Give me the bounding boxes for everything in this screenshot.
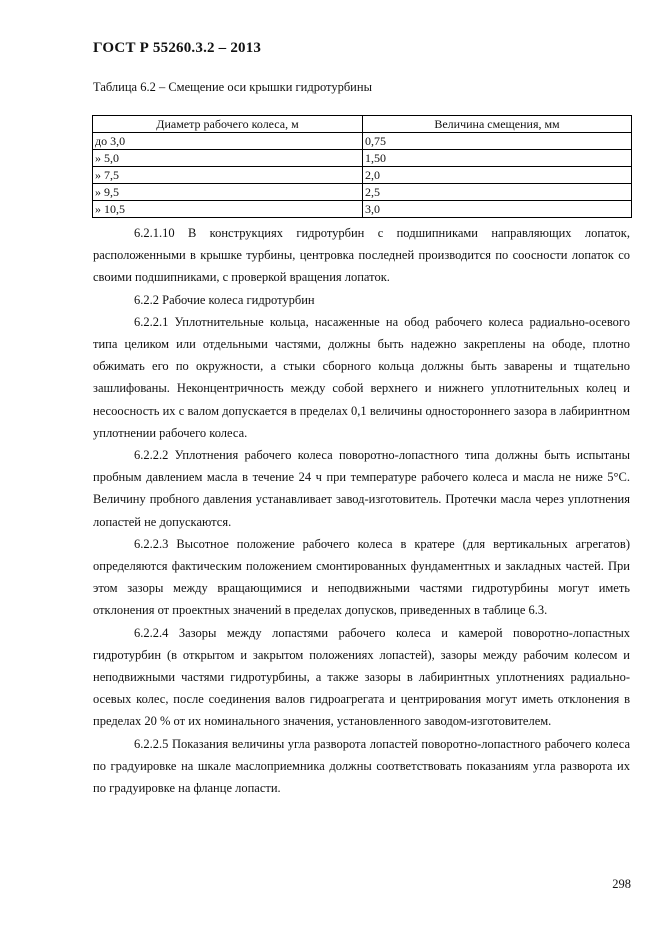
table-row <box>93 133 632 150</box>
table-row <box>93 184 632 201</box>
paragraph-6-2-2-1: 6.2.2.1 Уплотнительные кольца, насаженные на обод рабочего колеса радиально-осевого типа целиком или отдельными частями, должны быть надежно закреплены на ободе, плотно обжимать его по окружности, а стыки сборного кольца должны быть заварены и тщательно зашлифованы. Неконцентричность между собой верхнего и нижнего уплотнительных колец и несоосность их с валом допускается в пределах 0,1 величины одностороннего зазора в лабиринтном уплотнении рабочего колеса. <box>93 314 630 440</box>
column-header-offset: Величина смещения, мм <box>363 116 632 133</box>
table-caption: Таблица 6.2 – Смещение оси крышки гидротурбины <box>93 80 372 94</box>
offset-table <box>92 115 632 218</box>
offset-cell: 2,0 <box>363 167 632 184</box>
offset-cell: 0,75 <box>363 133 632 150</box>
section-heading-6-2-2: 6.2.2 Рабочие колеса гидротурбин <box>134 292 315 307</box>
body-text <box>93 222 630 799</box>
offset-cell: 2,5 <box>363 184 632 201</box>
table-row <box>93 167 632 184</box>
table-header-row <box>93 116 632 133</box>
paragraph-6-2-2-3: 6.2.2.3 Высотное положение рабочего колеса в кратере (для вертикальных агрегатов) определяются фактическим положением смонтированных фундаментных и закладных частей. При этом зазоры между вращающимися и неподвижными частями гидротурбины могут иметь отклонения от проектных значений в пределах допусков, приведенных в таблице 6.3. <box>93 536 630 618</box>
table-row <box>93 201 632 218</box>
document-header: ГОСТ Р 55260.3.2 – 2013 <box>93 40 262 56</box>
page-number: 298 <box>612 877 631 891</box>
paragraph-6-2-2-2: 6.2.2.2 Уплотнения рабочего колеса поворотно-лопастного типа должны быть испытаны пробным давлением масла в течение 24 ч при температуре рабочего колеса и масла не ниже 5°С. Величину пробного давления устанавливает завод-изготовитель. Протечки масла через уплотнения лопастей не допускаются. <box>93 448 630 529</box>
offset-cell: 1,50 <box>363 150 632 167</box>
diameter-cell: до 3,0 <box>93 133 363 150</box>
paragraph-6-2-2-5: 6.2.2.5 Показания величины угла разворота лопастей поворотно-лопастного рабочего колеса по градуировке на шкале маслоприемника должны соответствовать показаниям угла разворота их по градуировке на фланце лопасти. <box>93 736 630 796</box>
diameter-cell: » 7,5 <box>93 167 363 184</box>
paragraph-6-2-2-4: 6.2.2.4 Зазоры между лопастями рабочего колеса и камерой поворотно-лопастных гидротурбин (в открытом и закрытом положениях лопастей), зазоры между рабочим колесом и неподвижными частями гидротурбины, а также зазоры в лабиринтных уплотнениях радиально-осевых колес, после соединения валов гидроагрегата и центрирования могут иметь отклонения в пределах 20 % от их номинального значения, установленного заводом-изготовителем. <box>93 625 630 729</box>
paragraph-6-2-1-10: 6.2.1.10 В конструкциях гидротурбин с подшипниками направляющих лопаток, расположенными в крышке турбины, центровка последней производится по соосности лопаток со своими подшипниками, с проверкой вращения лопаток. <box>93 226 630 285</box>
diameter-cell: » 10,5 <box>93 201 363 218</box>
diameter-cell: » 9,5 <box>93 184 363 201</box>
offset-cell: 3,0 <box>363 201 632 218</box>
table-row <box>93 150 632 167</box>
diameter-cell: » 5,0 <box>93 150 363 167</box>
column-header-diameter: Диаметр рабочего колеса, м <box>93 116 363 133</box>
